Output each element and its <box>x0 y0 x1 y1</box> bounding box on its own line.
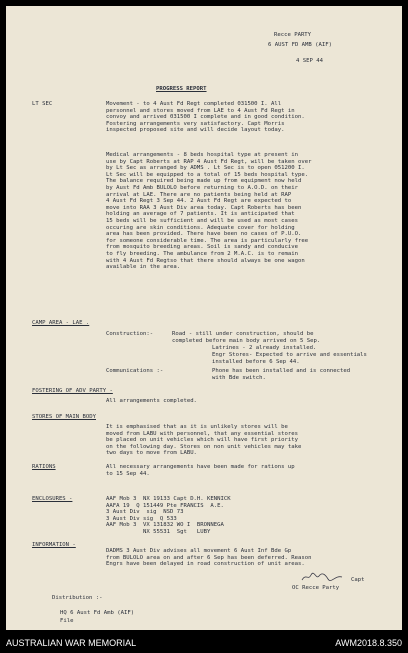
enclosures-label: ENCLOSURES - <box>32 496 73 502</box>
information-text: DADMS 3 Aust Div advises all movement 6 Aust Inf Bde Gp from BULOLO area on and after 6 Sep has been deferred. Reason Engrs have been delayed in road construction of unit areas. <box>106 548 312 568</box>
fostering-text: All arrangements completed. <box>106 398 197 404</box>
signature-title: Capt <box>351 577 365 583</box>
communications-label: Communications :- <box>106 368 164 374</box>
enclosures-text: AAF Mob 3 NX 19133 Capt D.H. KENNICK AAFA 19 Q 151449 Pte FRANCIS A.E. 3 Aust Div sig NSD 73 3 Aust Div sig Q 533 AAF Mob 3 VX 131832 WO I BRONNEGA NX 55531 Sgt LUBY <box>106 496 231 535</box>
footer-institution: AUSTRALIAN WAR MEMORIAL <box>6 638 137 648</box>
construction-label: Construction:- <box>106 331 154 337</box>
handwritten-signature <box>300 572 344 582</box>
header-unit-line1: Recce PARTY <box>274 32 312 38</box>
lt-sec-medical: Medical arrangements - 8 beds hospital type at present in use by Capt Roberts at RAP 4 Aust Fd Regt, will be taken over by Lt Sec as arranged by ADMS . Lt Sec is to open 051200 I. Lt Sec will be equipped to a total of 15 beds hospital type. The balance required being made up from equipment now held by Aust Fd Amb BULOLO before returning to A.O.D. on their arrival at LAE. There are no patients being held at RAP 4 Aust Fd Regt 3 Sep 44. 2 Aust Fd Regt are expected to move into RAA 3 Aust Div area today. Capt Roberts has been holding an average of 7 patients. It is anticipated that 15 beds will be sufficient and will be used as most cases occuring are skin conditions. Adequate cover for holding area has been provided. There have been no cases of P.U.O. for someone considerable time. The area is particularly free from mosquito breeding areas. Soil is sandy and conducive to fly breeding. The ambulance from 2 M.A.C. is to remain with 4 Aust Fd Regtso that there should always be one wagon available in the area. <box>106 152 312 271</box>
archive-footer <box>0 633 408 653</box>
latrines-text: Latrines - 2 already installed. <box>212 345 317 351</box>
lt-sec-label: LT SEC <box>32 101 53 107</box>
distribution-label: Distribution :- <box>52 595 103 601</box>
distribution-recipient: HQ 6 Aust Fd Amb (AIF) <box>60 610 135 616</box>
document-page <box>6 6 402 630</box>
fostering-label: FOSTERING OF ADV PARTY - <box>32 388 113 394</box>
engr-stores-text: Engr Stores- Expected to arrive and essentials installed before 6 Sep 44. <box>212 352 367 365</box>
header-date: 4 SEP 44 <box>296 58 323 64</box>
lt-sec-movement: Movement - to 4 Aust Fd Regt completed 031500 I. All personnel and stores moved from LAE to 4 Aust Fd Regt in convoy and arrived 031500 I complete and in good condition. Fostering arrangements very satisfactory. Capt Morris inspected proposed site and will decide layout today. <box>106 101 305 134</box>
report-title: PROGRESS REPORT <box>156 86 207 92</box>
stores-label: STORES OF MAIN BODY <box>32 414 96 420</box>
rations-text: All necessary arrangements have been made for rations up to 15 Sep 44. <box>106 464 295 477</box>
information-label: INFORMATION - <box>32 542 76 548</box>
footer-accession-number: AWM2018.8.350 <box>335 638 402 648</box>
header-unit-line2: 6 AUST FD AMB (AIF) <box>268 42 332 48</box>
camp-area-label: CAMP AREA - LAE . <box>32 320 90 326</box>
rations-label: RATIONS <box>32 464 56 470</box>
distribution-file: File <box>60 618 74 624</box>
construction-text: Road - still under construction, should be completed before main body arrived on 5 Sep. <box>172 331 321 344</box>
communications-text: Phone has been installed and is connected with Bde switch. <box>212 368 351 381</box>
signature-role: OC Recce Party <box>292 585 340 591</box>
stores-text: It is emphasised that as it is unlikely stores will be moved from LABU with personnel, that any essential stores be placed on unit vehicles which will have first priority on the following day. Stores on non unit vehicles may take two days to move from LABU. <box>106 424 302 457</box>
